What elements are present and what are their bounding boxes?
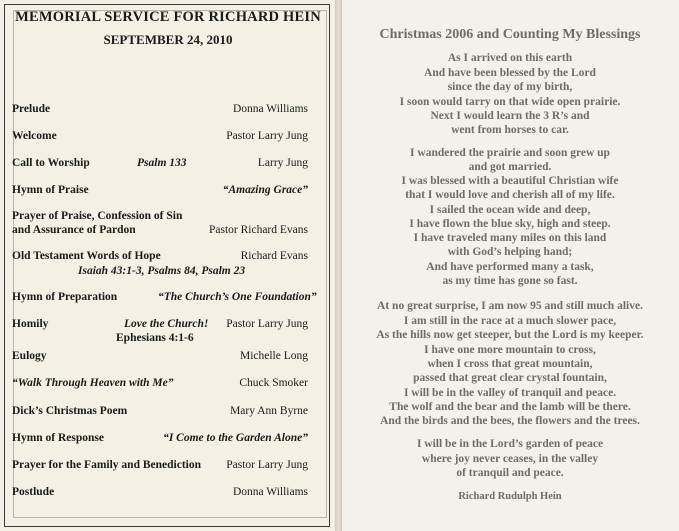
- poem-line: when I cross that great mountain,: [427, 358, 593, 370]
- program-item-label: Hymn of Response: [12, 432, 105, 444]
- poem-line: I soon would tarry on that wide open prairie.: [399, 96, 621, 108]
- program-item-person: Donna Williams: [232, 103, 308, 115]
- program-item-label: Call to Worship: [12, 157, 90, 169]
- poem-line: and got married.: [468, 161, 552, 173]
- program-item-label: Prelude: [12, 103, 51, 115]
- program-item-label: Prayer for the Family and Benediction: [12, 459, 201, 471]
- poem-line: I sailed the ocean wide and deep,: [429, 204, 591, 216]
- program-item: [12, 250, 308, 266]
- program-item-label: Homily: [12, 318, 49, 330]
- poem-line: I have one more mountain to cross,: [424, 344, 596, 356]
- poem-line: I will be in the valley of tranquil and peace.: [403, 387, 617, 399]
- program-item-label: Postlude: [12, 486, 55, 498]
- poem-line: And the birds and the bees, the flowers and the trees.: [380, 415, 640, 427]
- program-item-person: Pastor Larry Jung: [226, 130, 308, 142]
- poem-line: since the day of my birth,: [447, 81, 573, 93]
- program-item: [12, 103, 308, 119]
- poem-line: I wandered the prairie and soon grew up: [410, 147, 610, 159]
- poem-line: I am still in the race at a much slower pace,: [403, 315, 617, 327]
- program-item: [12, 157, 308, 173]
- poem-line: went from horses to car.: [451, 124, 569, 136]
- program-item: [12, 405, 308, 421]
- program-item: [12, 486, 308, 502]
- program-item-label: Dick’s Christmas Poem: [12, 405, 128, 417]
- poem-author: Richard Rudulph Hein: [458, 491, 562, 502]
- program-item-label: Welcome: [12, 130, 57, 142]
- program-item: [12, 350, 308, 366]
- program-item-person: Michelle Long: [239, 350, 308, 362]
- program-item: [12, 291, 317, 307]
- poem-line: passed that great clear crystal fountain,: [413, 372, 607, 384]
- program-item-reference: Love the Church!: [124, 318, 209, 330]
- poem-line: And have performed many a task,: [426, 261, 594, 273]
- program-item-label: Old Testament Words of Hope: [12, 250, 161, 262]
- program-item-person: Pastor Richard Evans: [208, 224, 308, 236]
- service-date: SEPTEMBER 24, 2010: [103, 32, 233, 47]
- poem-line: As I arrived on this earth: [447, 52, 573, 64]
- program-item-person: Pastor Larry Jung: [226, 318, 308, 330]
- program-item-label: Prayer of Praise, Confession of Sin: [12, 210, 183, 222]
- poem-line: The wolf and the bear and the lamb will be there.: [389, 401, 631, 413]
- program-item-person: Donna Williams: [232, 486, 308, 498]
- program-item: [12, 224, 308, 240]
- program-item-label: Eulogy: [12, 350, 47, 362]
- program-item-label: Hymn of Praise: [12, 184, 89, 196]
- program-item: [12, 432, 308, 448]
- program-item-reference: Psalm 133: [137, 157, 187, 169]
- program-item-person: Pastor Larry Jung: [226, 459, 308, 471]
- homily-ref-2: Ephesians 4:1-6: [116, 332, 194, 344]
- poem-line: of tranquil and peace.: [456, 467, 564, 479]
- program-item-label: and Assurance of Pardon: [12, 224, 136, 236]
- program-item: [12, 377, 308, 393]
- program-item-person: “Amazing Grace”: [222, 184, 308, 196]
- poem-line: I have traveled many miles on this land: [413, 232, 607, 244]
- program-item-label: Hymn of Preparation: [12, 291, 118, 303]
- program-item-person: Larry Jung: [257, 157, 308, 169]
- poem-title: Christmas 2006 and Counting My Blessings: [379, 27, 641, 42]
- poem-line: as my time has gone so fast.: [442, 275, 578, 287]
- program-item-person: Chuck Smoker: [239, 377, 308, 389]
- poem-line: I was blessed with a beautiful Christian wife: [401, 175, 619, 187]
- poem-line: And have been blessed by the Lord: [424, 67, 596, 79]
- program-item: [12, 184, 308, 200]
- program-item-person: Mary Ann Byrne: [230, 405, 308, 417]
- program-item-person: Richard Evans: [240, 250, 308, 262]
- program-item: [12, 459, 308, 475]
- old-testament-refs: Isaiah 43:1-3, Psalms 84, Psalm 23: [78, 265, 246, 277]
- poem-line: As the hills now get steeper, but the Lord is my keeper.: [376, 329, 644, 341]
- poem-line: At no great surprise, I am now 95 and still much alive.: [377, 300, 643, 312]
- poem-line: with God’s helping hand;: [447, 246, 573, 258]
- poem-line: Next I would learn the 3 R’s and: [430, 110, 590, 122]
- poem-line: that I would love and cherish all of my life.: [405, 189, 615, 201]
- program-item-label: “Walk Through Heaven with Me”: [12, 377, 174, 389]
- program-item: [12, 130, 308, 146]
- program-item-reference: “The Church’s One Foundation”: [158, 291, 317, 303]
- program-item-person: “I Come to the Garden Alone”: [163, 432, 308, 444]
- poem-line: I have flown the blue sky, high and steep.: [409, 218, 611, 230]
- program-title: MEMORIAL SERVICE FOR RICHARD HEIN: [15, 9, 321, 25]
- poem-line: I will be in the Lord’s garden of peace: [416, 438, 604, 450]
- poem-line: where joy never ceases, in the valley: [421, 453, 599, 465]
